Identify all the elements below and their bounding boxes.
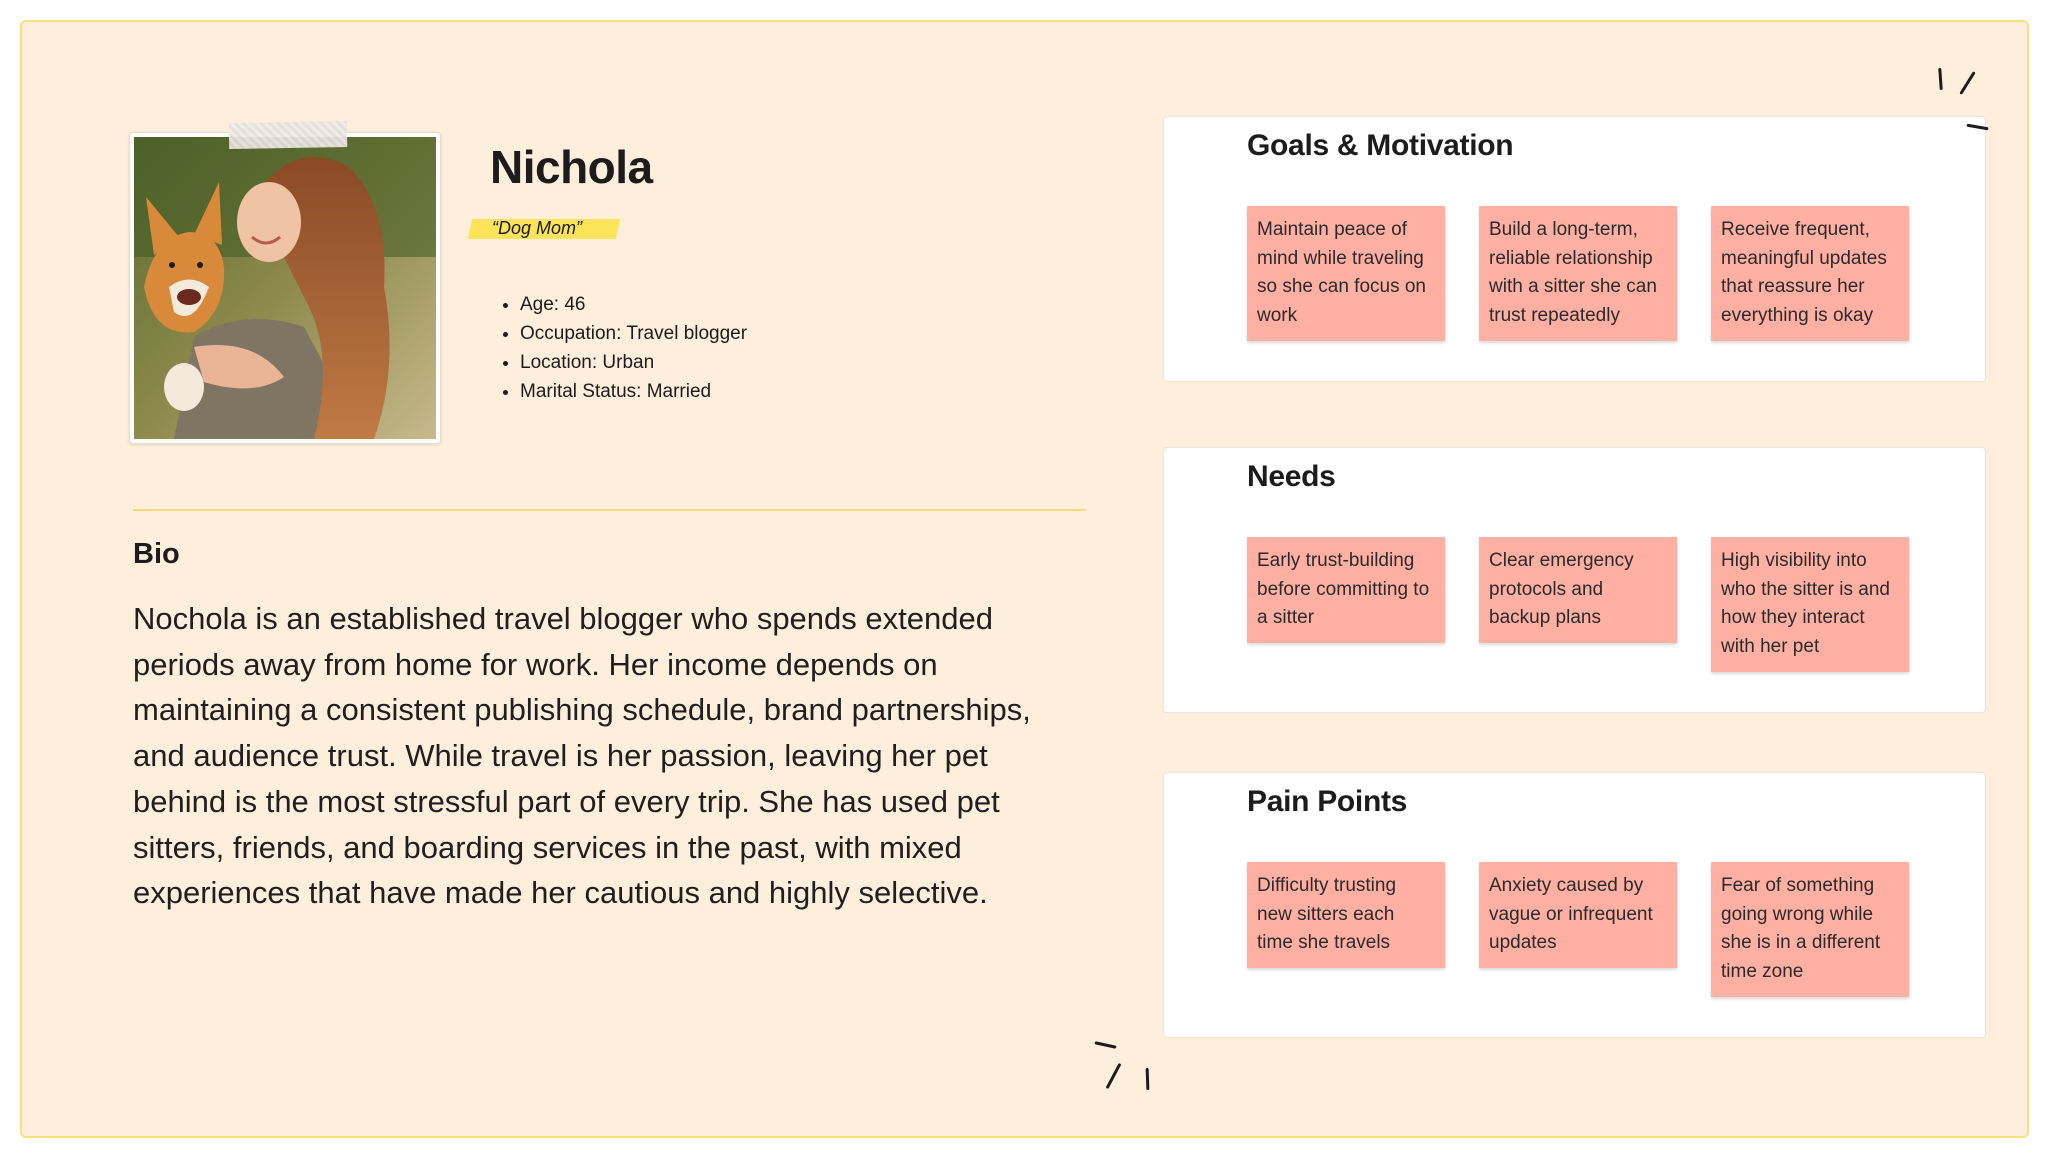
detail-occupation: • Occupation: Travel blogger [520, 319, 747, 348]
persona-photo [134, 137, 436, 439]
persona-name: Nichola [490, 141, 653, 193]
needs-panel [1163, 447, 1986, 713]
bio-heading: Bio [133, 538, 180, 570]
doodle-mark [1938, 68, 1943, 90]
doodle-mark [1106, 1063, 1122, 1089]
sticky-note: Build a long-term, reliable relationship with a sitter she can trust repeatedly [1479, 206, 1677, 341]
photo-tape [229, 121, 347, 149]
persona-details [500, 290, 747, 406]
persona-nickname: “Dog Mom” [492, 218, 583, 238]
section-divider [133, 509, 1086, 511]
detail-age: • Age: 46 [520, 290, 747, 319]
needs-title: Needs [1247, 460, 1336, 493]
sticky-note: Receive frequent, meaningful updates that reassure her everything is okay [1711, 206, 1909, 341]
doodle-mark [1146, 1068, 1150, 1090]
pain-points-panel [1163, 772, 1986, 1038]
sticky-note: High visibility into who the sitter is and how they interact with her pet [1711, 537, 1909, 672]
detail-location: • Location: Urban [520, 348, 747, 377]
sticky-note: Clear emergency protocols and backup plans [1479, 537, 1677, 643]
goals-title: Goals & Motivation [1247, 129, 1514, 162]
sticky-note: Difficulty trusting new sitters each time she travels [1247, 862, 1445, 968]
sticky-note: Maintain peace of mind while traveling so she can focus on work [1247, 206, 1445, 341]
doodle-mark [1094, 1041, 1116, 1049]
doodle-mark [1959, 71, 1975, 95]
pain-points-title: Pain Points [1247, 785, 1408, 818]
bio-text: Nochola is an established travel blogger who spends extended periods away from home for work. Her income depends on maintaining a consistent publishing schedule, brand partnerships, and audience trust. While travel is her passion, leaving her pet behind is the most stressful part of every trip. She has used pet sitters, friends, and boarding services in the past, with mixed experiences that have made her cautious and highly selective. [133, 601, 1031, 911]
goals-panel [1163, 116, 1986, 382]
detail-marital-status: • Marital Status: Married [520, 377, 747, 406]
sticky-note: Early trust-building before committing to a sitter [1247, 537, 1445, 643]
sticky-note: Anxiety caused by vague or infrequent updates [1479, 862, 1677, 968]
persona-board [20, 20, 2029, 1138]
persona-photo-frame [129, 132, 441, 444]
sticky-note: Fear of something going wrong while she is in a different time zone [1711, 862, 1909, 997]
